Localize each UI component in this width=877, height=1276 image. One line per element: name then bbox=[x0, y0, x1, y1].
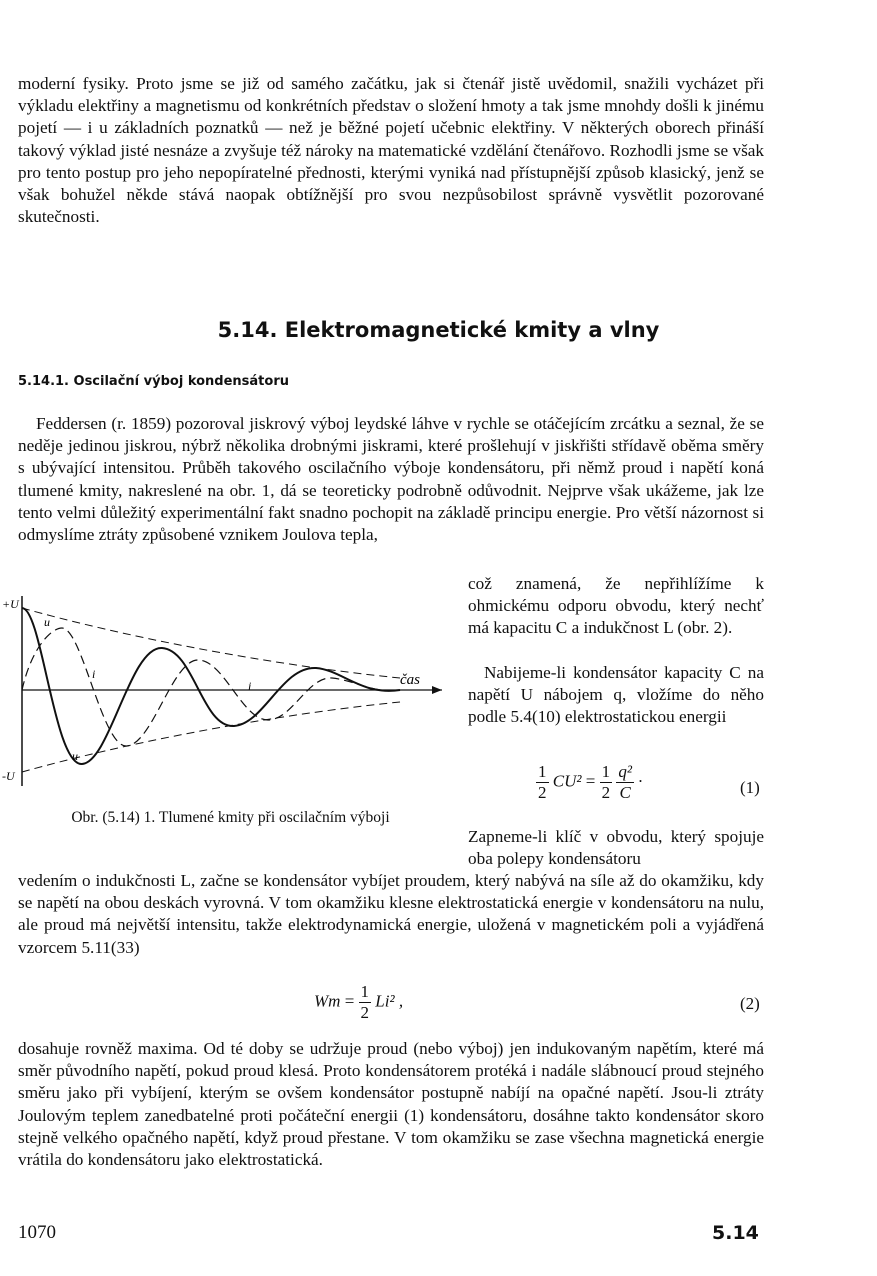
eq1-frac-right2: $\frac{\text{q²}}{C}$ bbox=[618, 762, 632, 802]
figure-current-curve bbox=[22, 628, 400, 746]
eq2-rhs: Li² bbox=[375, 991, 395, 1011]
page-number: 1070 bbox=[18, 1222, 56, 1243]
equation-1 bbox=[536, 762, 642, 803]
eq2-lhs: Wm bbox=[314, 991, 341, 1011]
label-u-top: u bbox=[44, 615, 50, 629]
label-i-1: i bbox=[92, 667, 96, 681]
equation-2-number: (2) bbox=[740, 994, 760, 1013]
right-column-text-2: Nabijeme-li kondensátor kapacity C na napětí U nábojem q, vložíme do něho podle 5.4(10) elektrostatickou energii bbox=[468, 663, 764, 727]
right-column-text-1: což znamená, že nepřihlížíme k ohmickému odporu obvodu, který nechť má kapacitu C a indukčnost L (obr. 2). bbox=[468, 574, 764, 638]
damped-oscillation-figure bbox=[2, 586, 442, 796]
label-u-bottom: u bbox=[72, 749, 78, 763]
body-paragraph-3: dosahuje rovněž maxima. Od té doby se udržuje proud (nebo výboj) jen indukovaným napětím, které má směr původního napětí, pokud proud klesá. Proto kondensátorem protéká i nadále slábnoucí proud stejného směru jako při vybíjení, kterým se ovšem kondensátor postupně nabíjí na opačné napětí. Jsou-li ztráty Joulovým teplem zanedbatelné proti počáteční energii (1) kondensátoru, dosáhne takto kondensátor skoro stejně velkého opačného napětí, když proud přestane. V tom okamžiku se zase všechna magnetická energie vrátila do kondensátoru jako elektrostatická. bbox=[18, 1039, 764, 1170]
eq1-tail: · bbox=[638, 771, 643, 791]
figure-voltage-curve bbox=[22, 608, 400, 764]
subsection-title: 5.14.1. Oscilační výboj kondensátoru bbox=[18, 374, 289, 389]
eq1-left-var: CU² bbox=[552, 771, 582, 791]
equation-1-number: (1) bbox=[740, 778, 760, 797]
right-column-text-3: Zapneme-li klíč v obvodu, který spojuje oba polepy kondensátoru bbox=[468, 827, 764, 869]
label-plus-u: +U bbox=[2, 597, 19, 611]
section-mark: 5.14 bbox=[712, 1222, 759, 1244]
label-i-2: i bbox=[248, 679, 252, 693]
body-paragraph-2: vedením o indukčnosti L, začne se kondensátor vybíjet proudem, který nabývá na síle až do okamžiku, kdy se napětí na obou deskách vyrovná. V tom okamžiku klesne elektrostatická energie v kondensátoru na nulu, ale proud má největší intensitu, takže elektrodynamická energie, uložená v magnetickém poli a vyjádřená vzorcem 5.11(33) bbox=[18, 871, 764, 957]
figure-envelope-upper bbox=[22, 608, 400, 678]
figure-caption: Obr. (5.14) 1. Tlumené kmity při oscilačním výboji bbox=[71, 809, 390, 826]
intro-paragraph: moderní fysiky. Proto jsme se již od samého začátku, jak si čtenář jistě uvědomil, snažili vycházet při výkladu elektřiny a magnetismu od konkrétních představ o složení hmoty a tak jsme mnohdy došli k jinému pojetí — i u základních poznatků — než je běžné pojetí učebnic elektřiny. V některých oborech přináší takový výklad jisté nesnáze a zvyšuje též nároky na matematické vzdělání čtenářovo. Rozhodli jsme se však pro tento postup pro jeho nepopíratelné přednosti, kterými vyniká nad přístupnější způsob klasický, jenž se však bohužel někde stává naopak obtížnější pro svou nezpůsobilost správně vysvětlit pozorované skutečnosti. bbox=[18, 74, 764, 227]
eq1-equals: = bbox=[585, 771, 596, 791]
equation-2 bbox=[314, 982, 403, 1023]
eq1-frac-left: $\frac{1}{2}$ bbox=[538, 762, 547, 802]
label-time: čas bbox=[400, 672, 420, 688]
figure-axis-arrow bbox=[432, 686, 442, 694]
eq1-frac-right1: $\frac{1}{2}$ bbox=[601, 762, 611, 802]
label-minus-u: -U bbox=[2, 769, 15, 783]
eq2-tail: , bbox=[398, 991, 404, 1011]
body-paragraph-1: Feddersen (r. 1859) pozoroval jiskrový výboj leydské láhve v rychle se otáčejícím zrcátku a seznal, že se neděje jedinou jiskrou, nýbrž několika drobnými jiskrami, které prošlehují v jiskřišti střídavě oběma směry s ubývající intensitou. Průběh takového oscilačního výboje kondensátoru, při němž proud i napětí koná tlumené kmity, nakreslené na obr. 1, dá se teoreticky podrobně odůvodnit. Nejprve však ukážeme, jak lze tento velmi důležitý experimentální fakt snadno pochopit na základě principu energie. Pro větší názornost si odmyslíme ztráty způsobené vznikem Joulova tepla, bbox=[18, 414, 764, 545]
eq2-frac: $\frac{1}{2}$ bbox=[360, 982, 370, 1022]
eq2-equals: = bbox=[344, 991, 355, 1011]
section-title: 5.14. Elektromagnetické kmity a vlny bbox=[217, 318, 660, 342]
